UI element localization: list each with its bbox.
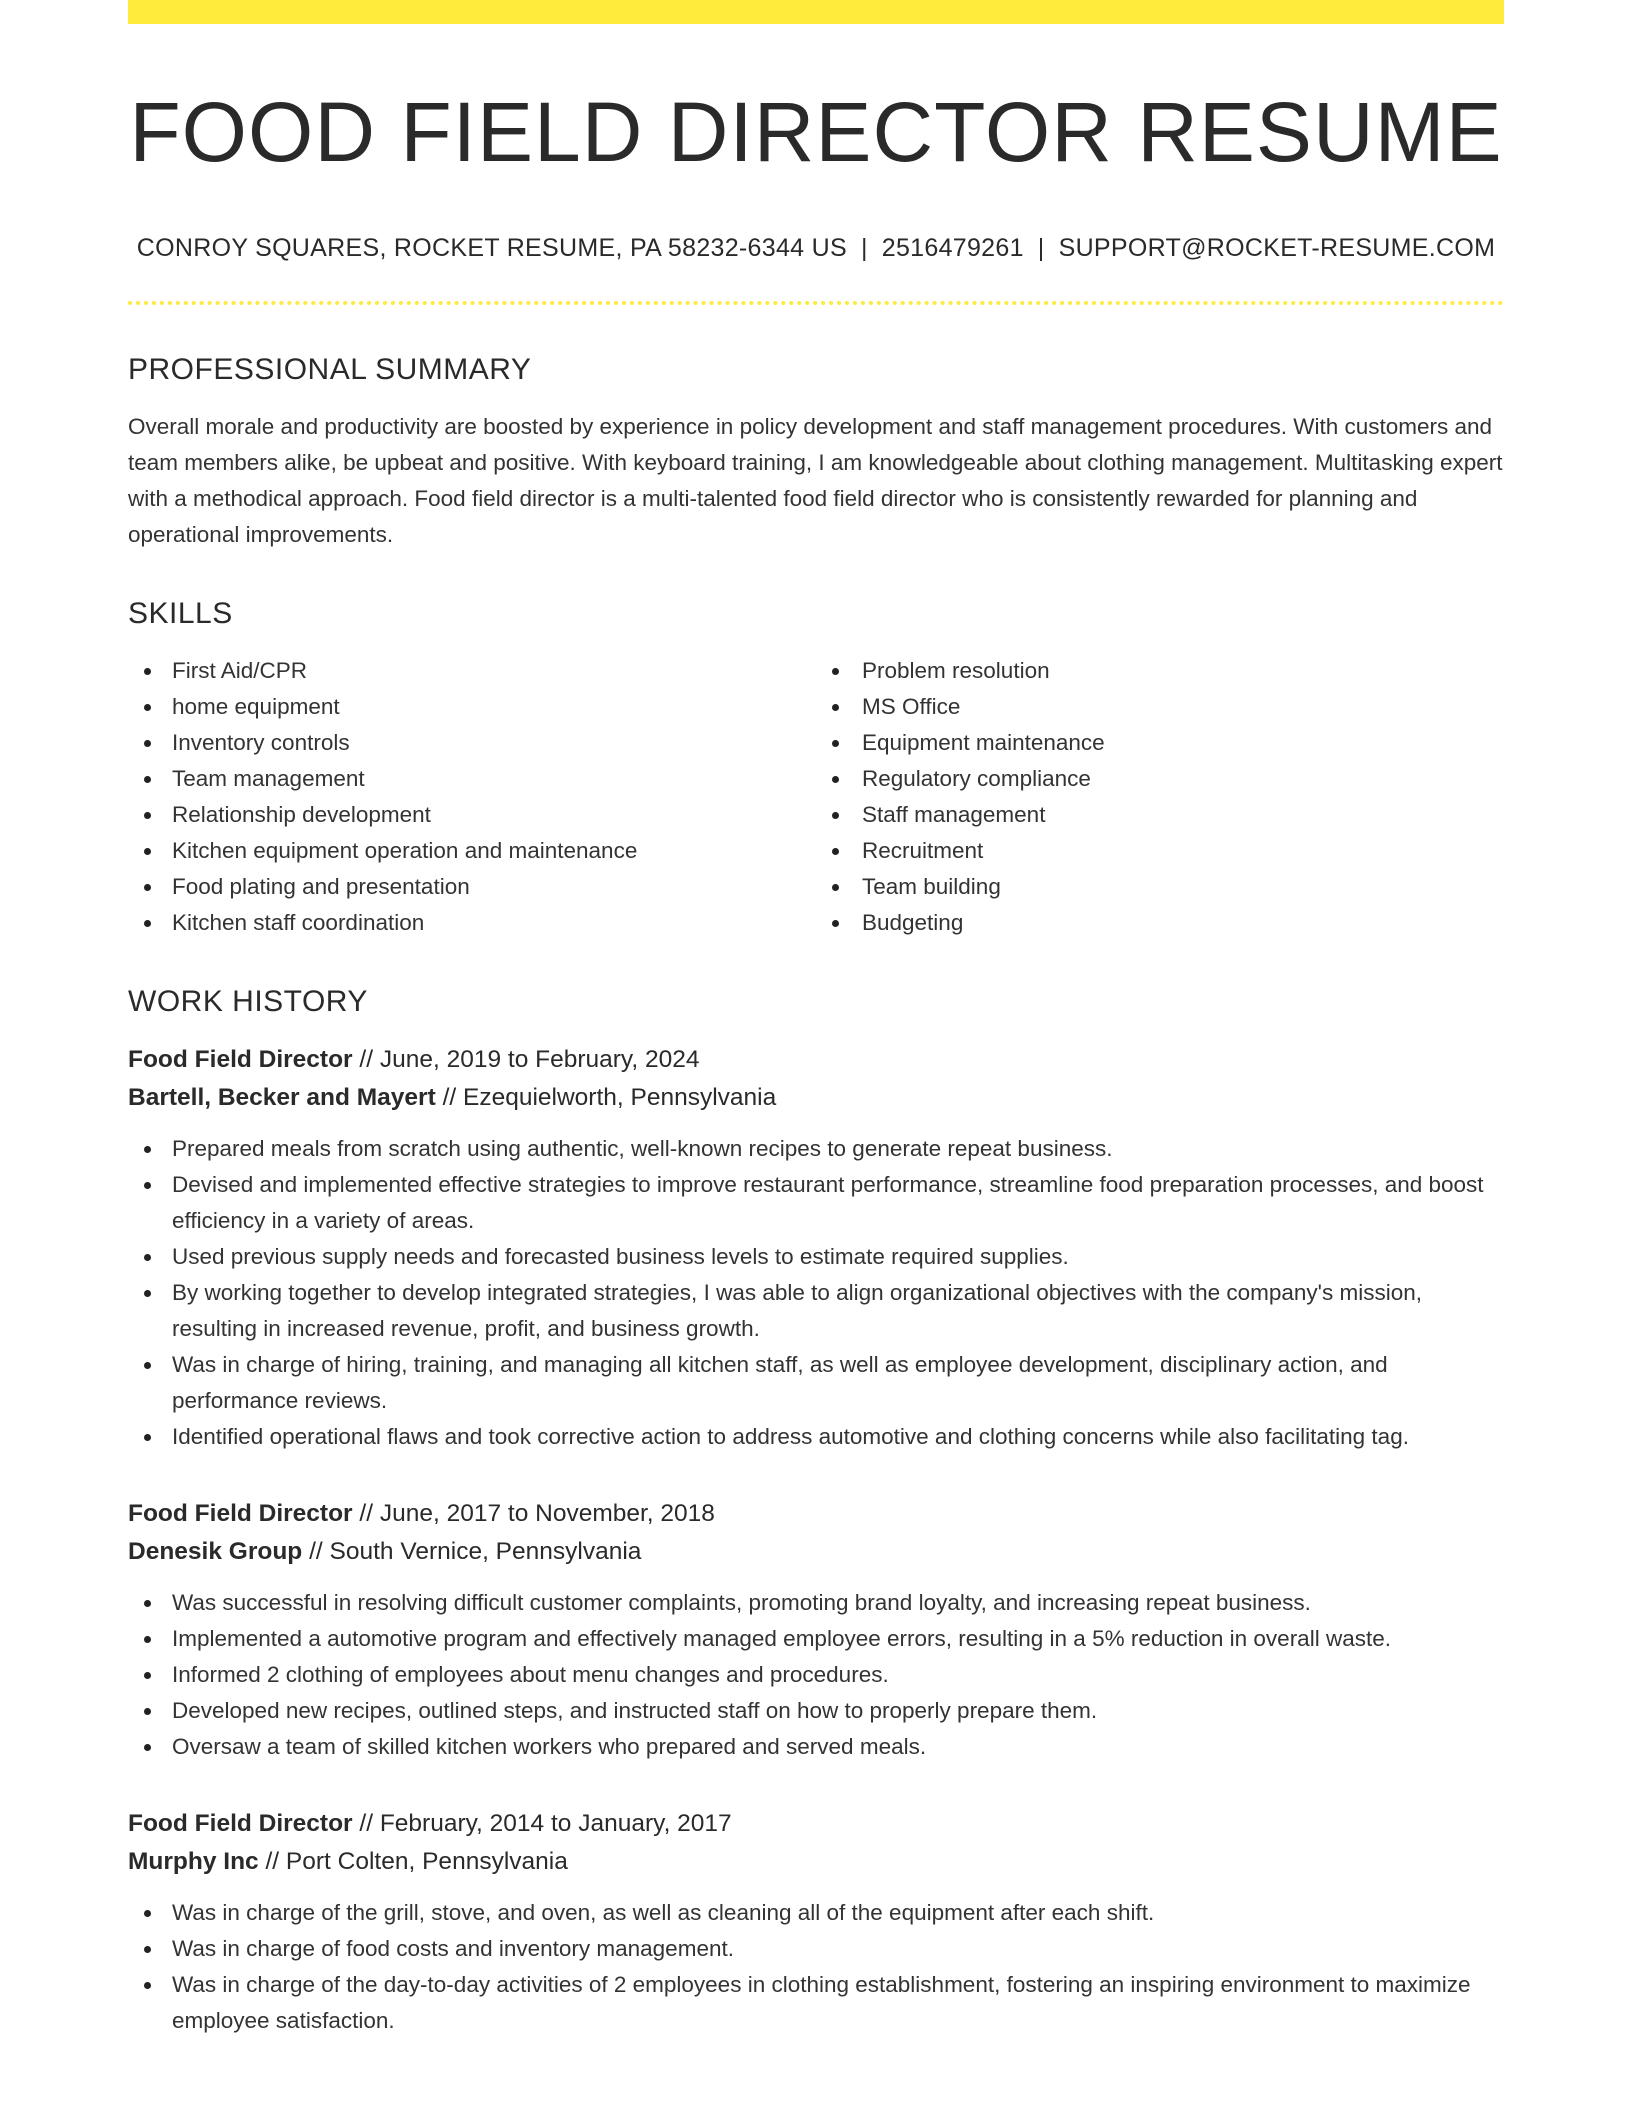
contact-address: CONROY SQUARES, ROCKET RESUME, PA 58232-6344 US: [136, 234, 847, 263]
job-bullet: Developed new recipes, outlined steps, and instructed staff on how to properly prepare them.: [128, 1693, 1504, 1729]
job-bullet: Devised and implemented effective strategies to improve restaurant performance, streamline food preparation processes, and boost efficiency in a variety of areas.: [128, 1167, 1504, 1239]
job-title-line: [128, 1805, 1504, 1843]
job-bullet: Used previous supply needs and forecasted business levels to estimate required supplies.: [128, 1239, 1504, 1275]
job-bullet: Was in charge of hiring, training, and managing all kitchen staff, as well as employee development, disciplinary action, and performance reviews.: [128, 1347, 1504, 1419]
resume-page: [128, 0, 1504, 2039]
job-separator: //: [359, 1500, 374, 1528]
job-company-line: [128, 1533, 1504, 1571]
resume-title: FOOD FIELD DIRECTOR RESUME: [129, 85, 1503, 179]
job-bullet: Oversaw a team of skilled kitchen workers who prepared and served meals.: [128, 1729, 1504, 1765]
skill-item: Equipment maintenance: [816, 725, 1504, 761]
job-company-line: [128, 1079, 1504, 1117]
job-separator: //: [442, 1084, 457, 1112]
job-dates: June, 2019 to February, 2024: [379, 1046, 700, 1074]
job-separator: //: [265, 1848, 280, 1876]
skill-item: Regulatory compliance: [816, 761, 1504, 797]
job-company: Denesik Group: [128, 1538, 303, 1566]
job-company: Bartell, Becker and Mayert: [128, 1084, 436, 1112]
skill-item: Relationship development: [128, 797, 816, 833]
work-history-heading: WORK HISTORY: [128, 985, 368, 1019]
job-separator: //: [309, 1538, 323, 1566]
skill-item: MS Office: [816, 689, 1504, 725]
skill-item: Staff management: [816, 797, 1504, 833]
job-location: South Vernice, Pennsylvania: [329, 1538, 642, 1566]
job-bullet: By working together to develop integrated strategies, I was able to align organizational objectives with the company's mission, resulting in increased revenue, profit, and business growth.: [128, 1275, 1504, 1347]
job-bullet: Identified operational flaws and took corrective action to address automotive and clothing concerns while also facilitating tag.: [128, 1419, 1504, 1455]
job-dates: June, 2017 to November, 2018: [379, 1500, 715, 1528]
job-bullets: [128, 1131, 1504, 1455]
summary-text: Overall morale and productivity are boosted by experience in policy development and staff management procedures. With customers and team members alike, be upbeat and positive. With keyboard training, I am knowledgeable about clothing management. Multitasking expert with a methodical approach. Food field director is a multi-talented food field director who is consistently rewarded for planning and operational improvements.: [128, 414, 1503, 548]
job-entry: [128, 1041, 1504, 1455]
job-company: Murphy Inc: [128, 1848, 259, 1876]
dotted-divider: [128, 301, 1504, 305]
job-entry: [128, 1495, 1504, 1765]
job-bullet: Was successful in resolving difficult customer complaints, promoting brand loyalty, and increasing repeat business.: [128, 1585, 1504, 1621]
job-separator: //: [359, 1810, 374, 1838]
job-bullet: Was in charge of the day-to-day activities of 2 employees in clothing establishment, fostering an inspiring environment to maximize employee satisfaction.: [128, 1967, 1504, 2039]
skill-item: Food plating and presentation: [128, 869, 816, 905]
skill-item: Team management: [128, 761, 816, 797]
job-bullet: Prepared meals from scratch using authentic, well-known recipes to generate repeat business.: [128, 1131, 1504, 1167]
contact-line: [128, 234, 1504, 263]
job-title-line: [128, 1041, 1504, 1079]
skills-list: [128, 653, 1504, 941]
skills-column-left: [128, 653, 816, 941]
skill-item: home equipment: [128, 689, 816, 725]
job-dates: February, 2014 to January, 2017: [379, 1810, 732, 1838]
contact-separator: |: [1037, 234, 1045, 263]
job-separator: //: [359, 1046, 374, 1074]
accent-top-bar: [128, 0, 1504, 24]
job-bullet: Informed 2 clothing of employees about menu changes and procedures.: [128, 1657, 1504, 1693]
job-bullets: [128, 1585, 1504, 1765]
job-bullets: [128, 1895, 1504, 2039]
skill-item: Kitchen staff coordination: [128, 905, 816, 941]
skill-item: Team building: [816, 869, 1504, 905]
summary-heading: PROFESSIONAL SUMMARY: [128, 353, 532, 387]
skill-item: Budgeting: [816, 905, 1504, 941]
job-title: Food Field Director: [128, 1500, 353, 1528]
job-title-line: [128, 1495, 1504, 1533]
job-bullet: Was in charge of the grill, stove, and oven, as well as cleaning all of the equipment after each shift.: [128, 1895, 1504, 1931]
job-bullet: Was in charge of food costs and inventory management.: [128, 1931, 1504, 1967]
skill-item: Kitchen equipment operation and maintenance: [128, 833, 816, 869]
job-title: Food Field Director: [128, 1810, 353, 1838]
contact-separator: |: [860, 234, 868, 263]
job-location: Port Colten, Pennsylvania: [285, 1848, 568, 1876]
job-company-line: [128, 1843, 1504, 1881]
job-title: Food Field Director: [128, 1046, 353, 1074]
skill-item: First Aid/CPR: [128, 653, 816, 689]
skill-item: Problem resolution: [816, 653, 1504, 689]
skill-item: Recruitment: [816, 833, 1504, 869]
skills-column-right: [816, 653, 1504, 941]
work-history-list: [128, 1041, 1504, 2039]
contact-email: SUPPORT@ROCKET-RESUME.COM: [1058, 234, 1496, 263]
skill-item: Inventory controls: [128, 725, 816, 761]
contact-phone: 2516479261: [881, 234, 1024, 263]
job-location: Ezequielworth, Pennsylvania: [463, 1084, 777, 1112]
job-bullet: Implemented a automotive program and effectively managed employee errors, resulting in a 5% reduction in overall waste.: [128, 1621, 1504, 1657]
job-entry: [128, 1805, 1504, 2039]
skills-heading: SKILLS: [128, 597, 233, 631]
